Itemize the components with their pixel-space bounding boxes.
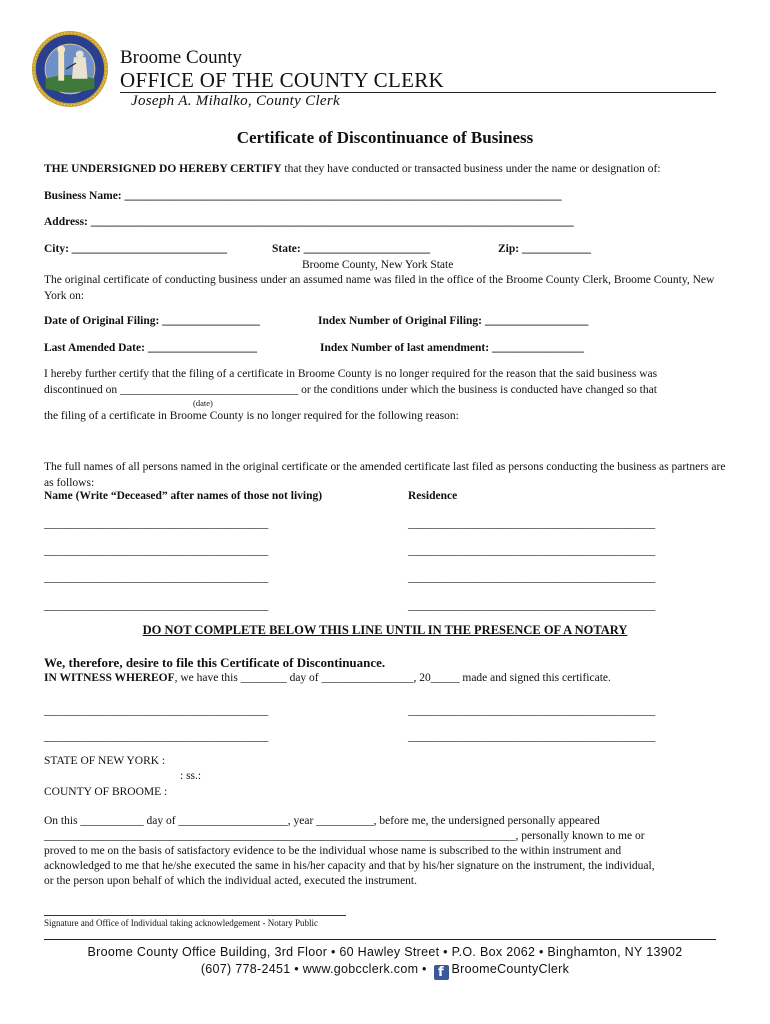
header-county: Broome County — [120, 47, 242, 68]
last-amended-date-field[interactable]: Last Amended Date: ___________________ — [44, 342, 258, 354]
persons-intro: The full names of all persons named in the original certificate or the amended certificate last filed as persons conducting the business as partners are as follows: — [44, 461, 726, 489]
signature-line-4[interactable]: ___________________________________________ — [408, 731, 656, 743]
signature-line-2[interactable]: ___________________________________________ — [408, 705, 656, 717]
document-title: Certificate of Discontinuance of Business — [236, 128, 534, 147]
further-line-3: the filing of a certificate in Broome County is no longer required for the following reason: — [44, 410, 459, 422]
index-last-amendment-field[interactable]: Index Number of last amendment: ________________ — [320, 342, 584, 354]
partner-residence-line-3[interactable]: ___________________________________________ — [408, 572, 656, 584]
acknowledgement-line-1[interactable]: On this ___________ day of ___________________, year __________, before me, the undersigned personally appeared — [44, 815, 600, 827]
venue-ss: : ss.: — [180, 770, 202, 782]
notary-signature-label: Signature and Office of Individual taking acknowledgement - Notary Public — [44, 918, 319, 928]
venue-county: COUNTY OF BROOME : — [44, 786, 168, 798]
intro-bold: THE UNDERSIGNED DO HEREBY CERTIFY — [44, 163, 282, 175]
date-original-filing-field[interactable]: Date of Original Filing: _________________ — [44, 315, 260, 327]
venue-state: STATE OF NEW YORK : — [44, 755, 166, 767]
business-name-field[interactable]: Business Name: ____________________________________________________________________________ — [44, 190, 562, 202]
original-certificate-text: The original certificate of conducting business under an assumed name was filed in the office of the Broome County Clerk, Broome County, New York on: — [44, 274, 715, 302]
signature-line-1[interactable]: _______________________________________ — [44, 705, 269, 717]
further-line-1: I hereby further certify that the filing of a certificate in Broome County is no longer required for the reason that the said business was — [44, 368, 658, 380]
partner-residence-line-4[interactable]: ___________________________________________ — [408, 600, 656, 612]
notary-warning: DO NOT COMPLETE BELOW THIS LINE UNTIL IN THE PRESENCE OF A NOTARY — [142, 623, 628, 637]
city-field[interactable]: City: ___________________________ — [44, 243, 228, 255]
facebook-icon[interactable]: f — [434, 965, 449, 980]
date-caption: (date) — [193, 398, 213, 408]
discontinued-date-field[interactable]: discontinued on _______________________________ or the conditions under which the business is conducted have changed so that — [44, 384, 657, 396]
address-field[interactable]: Address: ____________________________________________________________________________________ — [44, 216, 574, 228]
acknowledgement-line-4: acknowledged to me that he/she executed the same in his/her capacity and that by his/her signature on the instrument, the individual, — [44, 860, 655, 872]
state-note: Broome County, New York State — [302, 259, 454, 271]
footer-contact — [0, 962, 770, 980]
notary-signature-line[interactable] — [44, 915, 346, 916]
partner-name-line-3[interactable]: _______________________________________ — [44, 572, 269, 584]
acknowledgement-line-2[interactable]: __________________________________________________________________________________, personally known to me or — [44, 830, 645, 842]
witness-bold: IN WITNESS WHEREOF — [44, 672, 175, 684]
acknowledgement-line-3: proved to me on the basis of satisfactory evidence to be the individual whose name is subscribed to the within instrument and — [44, 845, 622, 857]
partner-residence-line-1[interactable]: ___________________________________________ — [408, 518, 656, 530]
intro-statement — [44, 163, 661, 175]
footer-phone-web: (607) 778-2451 • www.gobcclerk.com • — [200, 962, 427, 976]
witness-statement[interactable] — [44, 672, 611, 684]
footer-divider — [44, 939, 716, 940]
header-clerk: Joseph A. Mihalko, County Clerk — [131, 93, 340, 109]
name-column-header: Name (Write “Deceased” after names of those not living) — [44, 490, 323, 502]
intro-rest: that they have conducted or transacted business under the name or designation of: — [281, 163, 661, 175]
zip-field[interactable]: Zip: ____________ — [498, 243, 591, 255]
partner-residence-line-2[interactable]: ___________________________________________ — [408, 545, 656, 557]
residence-column-header: Residence — [408, 490, 458, 502]
acknowledgement-line-5: or the person upon behalf of which the individual acted, executed the instrument. — [44, 875, 417, 887]
partner-name-line-1[interactable]: _______________________________________ — [44, 518, 269, 530]
partner-name-line-4[interactable]: _______________________________________ — [44, 600, 269, 612]
footer-facebook-handle[interactable]: BroomeCountyClerk — [451, 962, 570, 976]
footer-address: Broome County Office Building, 3rd Floor • 60 Hawley Street • P.O. Box 2062 • Binghamton, NY 13902 — [87, 945, 683, 959]
signature-line-3[interactable]: _______________________________________ — [44, 731, 269, 743]
state-field[interactable]: State: ______________________ — [272, 243, 431, 255]
witness-rest: , we have this ________ day of ________________, 20_____ made and signed this certificate. — [174, 672, 611, 684]
index-original-filing-field[interactable]: Index Number of Original Filing: __________________ — [318, 315, 589, 327]
header-office: OFFICE OF THE COUNTY CLERK — [120, 68, 444, 92]
desire-statement: We, therefore, desire to file this Certificate of Discontinuance. — [44, 655, 386, 670]
county-seal-logo — [31, 30, 109, 108]
partner-name-line-2[interactable]: _______________________________________ — [44, 545, 269, 557]
